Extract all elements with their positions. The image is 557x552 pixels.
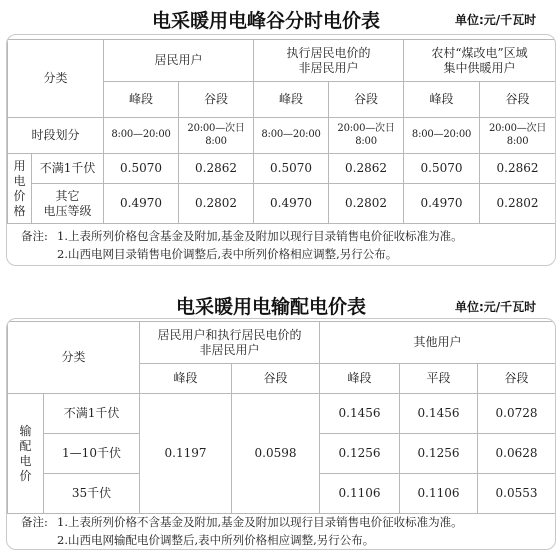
table1-side-label: 用电价格 bbox=[13, 158, 26, 218]
table2-cell: 0.1106 bbox=[320, 474, 400, 514]
table2-group2: 其他用户 bbox=[320, 322, 556, 364]
table1-cell: 0.2802 bbox=[480, 184, 556, 224]
table1-peak-header: 峰段 bbox=[254, 82, 329, 118]
table1-time-row-label: 时段划分 bbox=[8, 118, 104, 154]
table2-group1-peak-value: 0.1197 bbox=[140, 394, 232, 514]
table1-cell: 0.4970 bbox=[404, 184, 480, 224]
table1-unit: 单位:元/千瓦时 bbox=[455, 13, 537, 27]
table2-group1-valley-value: 0.0598 bbox=[232, 394, 320, 514]
table2-valley-header: 谷段 bbox=[232, 364, 320, 394]
table2-cell: 0.1256 bbox=[320, 434, 400, 474]
table2-category-header: 分类 bbox=[8, 322, 140, 394]
table1-cell: 0.5070 bbox=[254, 154, 329, 184]
table1-valley-time: 20:00—次日8:00 bbox=[480, 118, 556, 154]
table1-valley-time: 20:00—次日8:00 bbox=[179, 118, 254, 154]
table1-category-header: 分类 bbox=[8, 40, 104, 118]
table1-panel bbox=[6, 34, 556, 266]
table1-cell: 0.5070 bbox=[404, 154, 480, 184]
table2-flat-header: 平段 bbox=[400, 364, 478, 394]
table2-cell: 0.0728 bbox=[478, 394, 556, 434]
table1-cell: 0.2862 bbox=[179, 154, 254, 184]
table1-cell: 0.4970 bbox=[254, 184, 329, 224]
table2-valley-header: 谷段 bbox=[478, 364, 556, 394]
table1-cell: 0.5070 bbox=[104, 154, 179, 184]
table2-notes-label: 备注: bbox=[21, 515, 48, 529]
table2-side-label: 输配电价 bbox=[19, 423, 32, 483]
table1-peak-time: 8:00—20:00 bbox=[104, 118, 179, 154]
table1-group-rural: 农村“煤改电”区域 集中供暖用户 bbox=[404, 40, 556, 82]
table1-note: 1.上表所列价格包含基金及附加,基金及附加以现行目录销售电价征收标准为准。 bbox=[57, 229, 463, 243]
table1-valley-header: 谷段 bbox=[329, 82, 404, 118]
table2-peak-header: 峰段 bbox=[320, 364, 400, 394]
table1-cell: 0.2862 bbox=[329, 154, 404, 184]
table2-group1: 居民用户和执行居民电价的 非居民用户 bbox=[140, 322, 320, 364]
table1-notes bbox=[21, 227, 463, 263]
table2-title: 电采暖用电输配电价表 bbox=[176, 296, 367, 318]
table1-peak-header: 峰段 bbox=[104, 82, 179, 118]
table1-cell: 0.4970 bbox=[104, 184, 179, 224]
table2-row-label: 35千伏 bbox=[44, 474, 140, 514]
table2-row-label: 1—10千伏 bbox=[44, 434, 140, 474]
table1-peak-time: 8:00—20:00 bbox=[404, 118, 480, 154]
table2-cell: 0.1106 bbox=[400, 474, 478, 514]
table2-note: 1.上表所列价格不含基金及附加,基金及附加以现行目录销售电价征收标准为准。 bbox=[57, 515, 463, 529]
table2-notes bbox=[21, 513, 463, 549]
table2-side-label-cell bbox=[8, 394, 44, 514]
table2-row-label: 不满1千伏 bbox=[44, 394, 140, 434]
table1-group-nonresident: 执行居民电价的 非居民用户 bbox=[254, 40, 404, 82]
table1-notes-label: 备注: bbox=[21, 229, 48, 243]
table1-group-resident: 居民用户 bbox=[104, 40, 254, 82]
table2-peak-header: 峰段 bbox=[140, 364, 232, 394]
table1-note: 2.山西电网目录销售电价调整后,表中所列价格相应调整,另行公布。 bbox=[57, 247, 398, 261]
table2-cell: 0.0628 bbox=[478, 434, 556, 474]
table2-cell: 0.1256 bbox=[400, 434, 478, 474]
table1-cell: 0.2802 bbox=[179, 184, 254, 224]
table1-valley-time: 20:00—次日8:00 bbox=[329, 118, 404, 154]
table1-valley-header: 谷段 bbox=[179, 82, 254, 118]
table2-cell: 0.0553 bbox=[478, 474, 556, 514]
table2-cell: 0.1456 bbox=[320, 394, 400, 434]
table1-side-label-cell bbox=[8, 154, 32, 224]
table1-grid bbox=[7, 39, 556, 224]
table1-peak-header: 峰段 bbox=[404, 82, 480, 118]
table2-cell: 0.1456 bbox=[400, 394, 478, 434]
table2-grid bbox=[7, 321, 556, 514]
table1-cell: 0.2802 bbox=[329, 184, 404, 224]
table1-row-label: 其它 电压等级 bbox=[32, 184, 104, 224]
table1-row-label: 不满1千伏 bbox=[32, 154, 104, 184]
table2-note: 2.山西电网输配电价调整后,表中所列价格相应调整,另行公布。 bbox=[57, 533, 375, 547]
table2-unit: 单位:元/千瓦时 bbox=[455, 300, 537, 314]
table2-panel bbox=[6, 318, 556, 550]
table1-valley-header: 谷段 bbox=[480, 82, 556, 118]
table1-title: 电采暖用电峰谷分时电价表 bbox=[152, 10, 381, 32]
table1-peak-time: 8:00—20:00 bbox=[254, 118, 329, 154]
table1-cell: 0.2862 bbox=[480, 154, 556, 184]
